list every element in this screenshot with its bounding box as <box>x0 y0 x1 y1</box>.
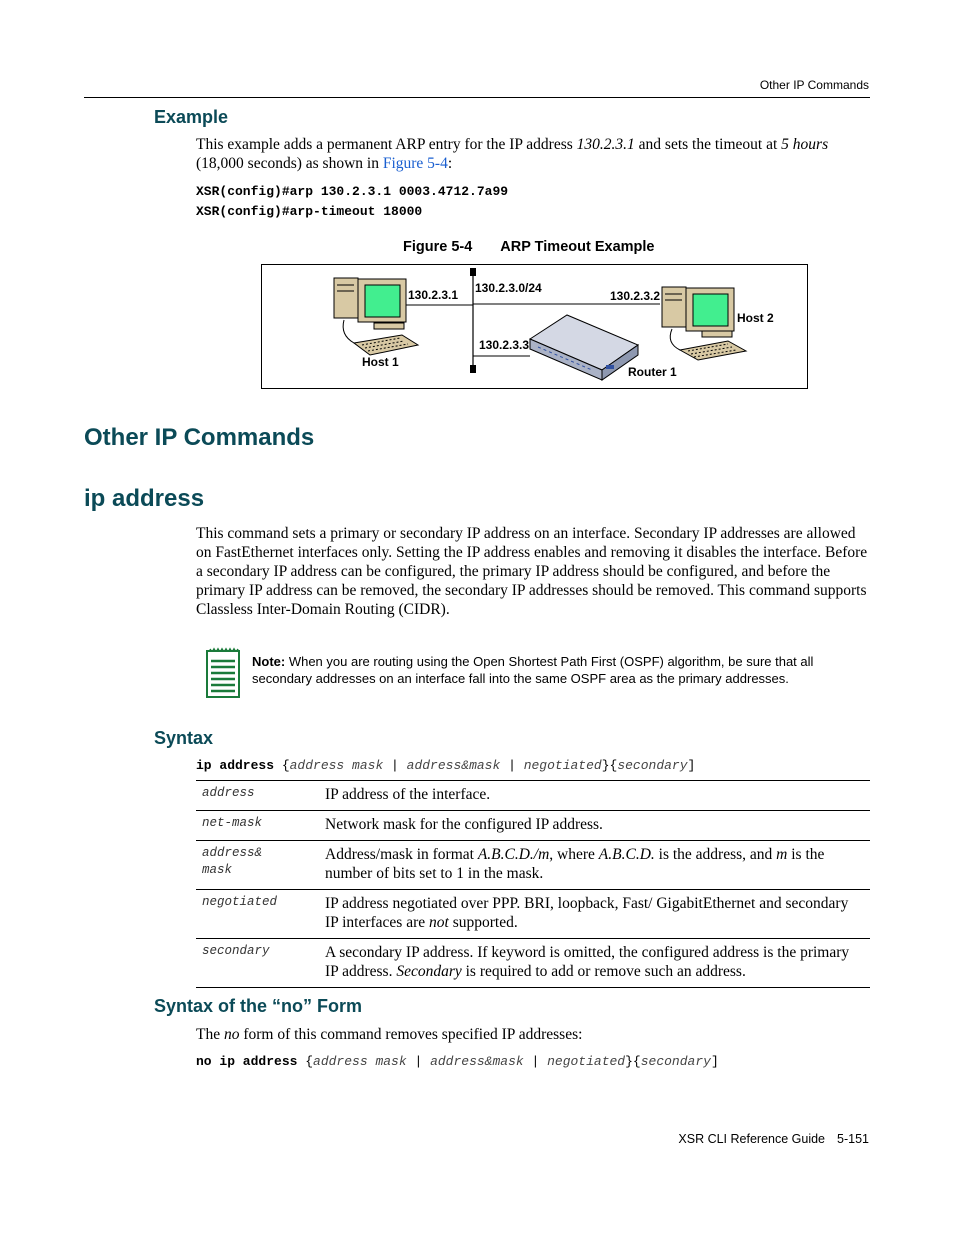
note-icon <box>205 647 241 704</box>
table-row <box>196 811 870 841</box>
param-name: negotiated <box>196 890 317 939</box>
host1-ip-label: 130.2.3.1 <box>408 288 459 302</box>
figure-link[interactable]: Figure 5-4 <box>382 155 448 172</box>
note-text: Note: When you are routing using the Open Shortest Path First (OSPF) algorithm, be sure that all secondary addresses on an interface fall into the same OSPF area as the primary addresses. <box>252 654 814 686</box>
parameter-table <box>196 780 870 988</box>
param-desc: Network mask for the configured IP address. <box>317 811 870 841</box>
figure-arp-timeout <box>261 264 808 389</box>
example-heading: Example <box>154 107 229 127</box>
host2-computer-icon <box>662 287 746 360</box>
command-title: ip address <box>84 485 205 512</box>
page-footer <box>678 1132 869 1146</box>
param-name: secondary <box>196 939 317 988</box>
param-name: address <box>196 781 317 811</box>
param-desc: Address/mask in format A.B.C.D./m, where A.B.C.D. is the address, and m is the number of bits set to 1 in the mask. <box>317 841 870 890</box>
no-form-text: The no form of this command removes specified IP addresses: <box>196 1026 583 1043</box>
table-row <box>196 939 870 988</box>
guide-title: XSR CLI Reference Guide <box>678 1132 826 1146</box>
running-header: Other IP Commands <box>759 78 869 92</box>
bus-terminator-bottom <box>470 365 476 373</box>
command-description: This command sets a primary or secondary IP address on an interface. Secondary IP addresses are allowed on FastEthernet interfaces only. Setting the IP address enables and removing it disables the interface. Before a secondary IP address can be configured, the primary IP address should be configured, and before the primary IP address can be removed, the secondary IP addresses should be removed. This command supports Classless Inter-Domain Routing (CIDR). <box>196 525 868 618</box>
no-form-syntax: no ip address {address mask | address&mask | negotiated}{secondary] <box>196 1054 719 1069</box>
bus-terminator-top <box>470 268 476 276</box>
syntax-line: ip address {address mask | address&mask | negotiated}{secondary] <box>196 758 696 773</box>
param-name: address& mask <box>196 841 317 890</box>
header-rule <box>84 97 870 98</box>
param-desc: IP address of the interface. <box>317 781 870 811</box>
router-icon <box>530 315 638 380</box>
host2-label: Host 2 <box>737 311 774 325</box>
router1-label: Router 1 <box>628 365 677 379</box>
table-row <box>196 781 870 811</box>
syntax-heading: Syntax <box>154 728 214 748</box>
param-desc: IP address negotiated over PPP. BRI, loopback, Fast/ GigabitEthernet and secondary IP interfaces are not supported. <box>317 890 870 939</box>
param-desc: A secondary IP address. If keyword is omitted, the configured address is the primary IP address. Secondary is required to add or remove such an address. <box>317 939 870 988</box>
router-ip-label: 130.2.3.3 <box>479 338 530 352</box>
page-number: 5-151 <box>837 1132 869 1146</box>
host1-label: Host 1 <box>362 355 399 369</box>
code-line-arp-timeout: XSR(config)#arp-timeout 18000 <box>196 204 423 219</box>
network-label: 130.2.3.0/24 <box>475 281 542 295</box>
table-row <box>196 890 870 939</box>
figure-caption: Figure 5-4 ARP Timeout Example <box>403 239 655 255</box>
code-line-arp: XSR(config)#arp 130.2.3.1 0003.4712.7a99 <box>196 184 509 199</box>
host1-computer-icon <box>334 278 418 355</box>
example-intro: This example adds a permanent ARP entry for the IP address 130.2.3.1 and sets the timeout at 5 hours (18,000 seconds) as shown in Figure 5-4: <box>196 136 829 172</box>
table-row <box>196 841 870 890</box>
host2-ip-label: 130.2.3.2 <box>610 289 661 303</box>
section-title: Other IP Commands <box>84 424 315 451</box>
no-form-heading: Syntax of the “no” Form <box>154 996 363 1016</box>
param-name: net-mask <box>196 811 317 841</box>
